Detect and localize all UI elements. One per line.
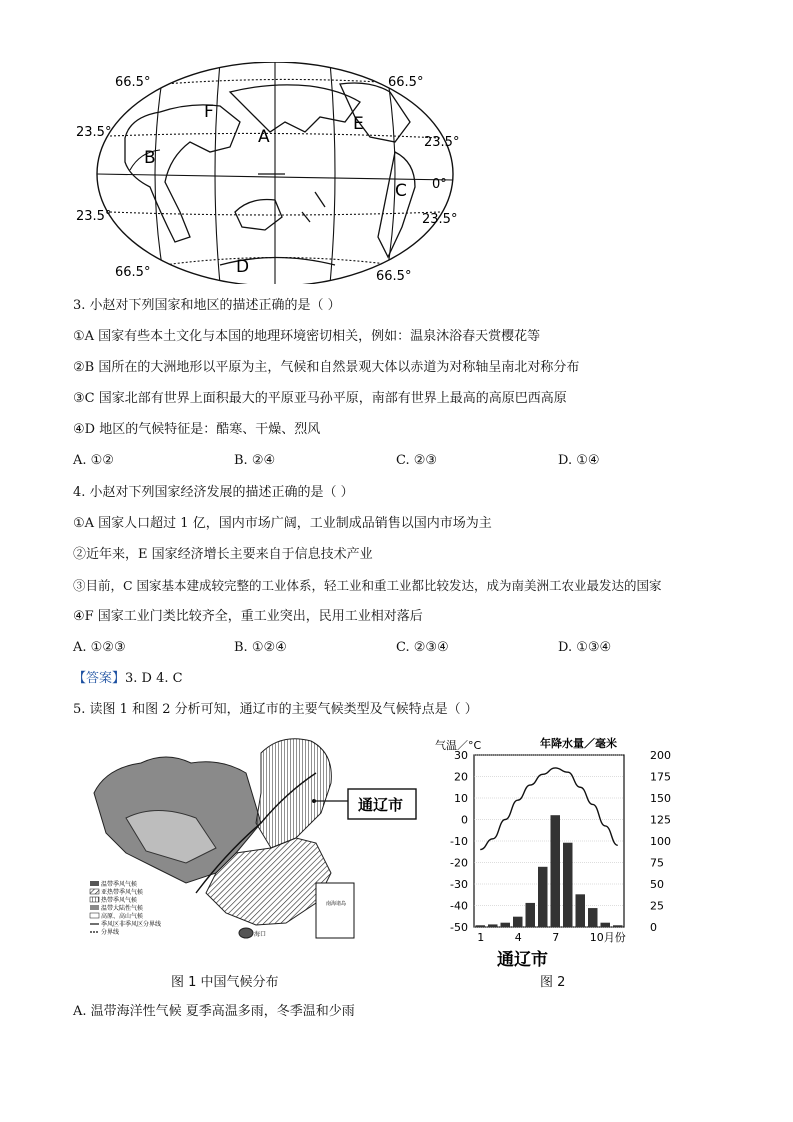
legend-entry: 热带季风气候 [101, 897, 138, 904]
lat-label: 23.5° [422, 212, 458, 227]
precip-bar [476, 925, 486, 927]
legend-entry: 亚热带季风气候 [101, 889, 144, 896]
lat-label: 23.5° [76, 125, 112, 140]
lat-label: 66.5° [115, 265, 151, 280]
lat-label: 66.5° [388, 75, 424, 90]
x-tick-label: 7 [552, 931, 560, 944]
legend-entry: 高原、高山气候 [101, 913, 144, 920]
precip-tick-label: 175 [650, 770, 671, 784]
lat-label: 23.5° [76, 209, 112, 224]
fig2-caption: 图 2 [540, 975, 566, 990]
q3-item: ②B 国所在的大洲地形以平原为主，气候和自然景观大体以赤道为对称轴呈南北对称分布 [73, 360, 580, 375]
legend-entry: 分界线 [101, 929, 120, 936]
q4-item: ①A 国家人口超过 1 亿，国内市场广阔，工业制成品销售以国内市场为主 [73, 516, 492, 531]
precip-bar [488, 924, 498, 927]
temp-tick-label: -10 [450, 835, 468, 848]
temp-tick-label: 0 [461, 813, 468, 827]
q3-item: ①A 国家有些本土文化与本国的地理环境密切相关，例如：温泉沐浴春天赏樱花等 [73, 329, 541, 344]
q4-option-c: C. ②③④ [396, 640, 449, 655]
x-tick-label: 1 [477, 931, 485, 944]
region-label-e: E [353, 114, 364, 134]
precip-bar [501, 923, 511, 927]
temp-tick-label: -20 [450, 856, 468, 870]
q3-option-d: D. ①④ [558, 453, 600, 468]
q4-option-a: A. ①②③ [73, 640, 126, 655]
temp-tick-label: 10 [454, 792, 468, 805]
q4-item: ④F 国家工业门类比较齐全，重工业突出，民用工业相对落后 [73, 609, 423, 624]
q3-option-a: A. ①② [73, 453, 114, 468]
precip-tick-label: 75 [650, 856, 664, 870]
precip-bar [601, 923, 611, 927]
legend-entry: 季风区非季风区分界线 [101, 921, 162, 928]
precip-tick-label: 50 [650, 878, 664, 891]
temp-tick-label: -50 [450, 921, 468, 934]
x-tick-label: 10月份 [589, 931, 626, 944]
precip-tick-label: 150 [650, 792, 671, 805]
lat-label: 66.5° [376, 269, 412, 284]
answer-text: 3. D 4. C [125, 671, 183, 686]
lat-label: 23.5° [424, 135, 460, 150]
lat-label: 0° [432, 177, 447, 192]
region-label-d: D [236, 257, 250, 277]
q4-item: ②近年来，E 国家经济增长主要来自于信息技术产业 [73, 547, 373, 562]
x-tick-label: 4 [514, 931, 522, 944]
precip-bar [538, 867, 548, 927]
temp-tick-label: -40 [450, 899, 468, 913]
chart-title: 通辽市 [497, 950, 548, 970]
answer-line [73, 671, 183, 687]
region-label-b: B [144, 148, 156, 168]
temp-tick-label: -30 [450, 878, 468, 891]
precip-tick-label: 25 [650, 899, 664, 913]
region-label-a: A [258, 127, 270, 147]
china-climate-map [86, 733, 418, 943]
region-label-f: F [204, 102, 214, 122]
fig1-caption: 图 1 中国气候分布 [171, 975, 279, 990]
temp-axis-label: 气温／°C [435, 739, 482, 752]
region-label-c: C [395, 181, 407, 201]
precip-tick-label: 200 [650, 749, 671, 762]
precip-bar [513, 917, 523, 927]
q4-stem: 4. 小赵对下列国家经济发展的描述正确的是（ ） [73, 485, 354, 500]
temp-tick-label: 20 [454, 770, 468, 784]
precip-tick-label: 125 [650, 813, 671, 827]
precip-bar [563, 843, 573, 927]
q5-stem: 5. 读图 1 和图 2 分析可知，通辽市的主要气候类型及气候特点是（ ） [73, 702, 478, 717]
precip-bar [588, 908, 598, 927]
world-map [70, 62, 470, 284]
q5-option-a: A. 温带海洋性气候 夏季高温多雨，冬季温和少雨 [73, 1004, 355, 1019]
q3-item: ③C 国家北部有世界上面积最大的平原亚马孙平原，南部有世界上最高的高原巴西高原 [73, 391, 567, 406]
q4-option-d: D. ①③④ [558, 640, 612, 655]
lat-label: 66.5° [115, 75, 151, 90]
q3-stem: 3. 小赵对下列国家和地区的描述正确的是（ ） [73, 298, 341, 313]
q3-option-c: C. ②③ [396, 453, 438, 468]
precip-bar [613, 925, 623, 927]
climate-chart [425, 733, 675, 973]
haikou-label: 海口 [254, 931, 267, 938]
precip-tick-label: 0 [650, 921, 657, 934]
precip-bar [551, 815, 561, 927]
legend-entry: 温带季风气候 [101, 881, 138, 888]
inset-label: 南海诸岛 [326, 901, 347, 907]
temp-tick-label: 30 [454, 749, 468, 762]
precip-axis-label: 年降水量／毫米 [540, 737, 617, 750]
answer-tag: 【答案】 [73, 671, 126, 686]
tongliao-label: 通辽市 [358, 796, 404, 814]
precip-bar [526, 903, 536, 927]
precip-tick-label: 100 [650, 835, 671, 848]
q4-item: ③目前，C 国家基本建成较完整的工业体系，轻工业和重工业都比较发达，成为南美洲工农业最发达的国家 [73, 578, 662, 593]
q3-item: ④D 地区的气候特征是：酷寒、干燥、烈风 [73, 422, 321, 437]
q4-option-b: B. ①②④ [234, 640, 287, 655]
q3-option-b: B. ②④ [234, 453, 276, 468]
legend-entry: 温带大陆性气候 [101, 905, 144, 912]
map-legend [90, 880, 161, 936]
precip-bar [576, 894, 586, 927]
